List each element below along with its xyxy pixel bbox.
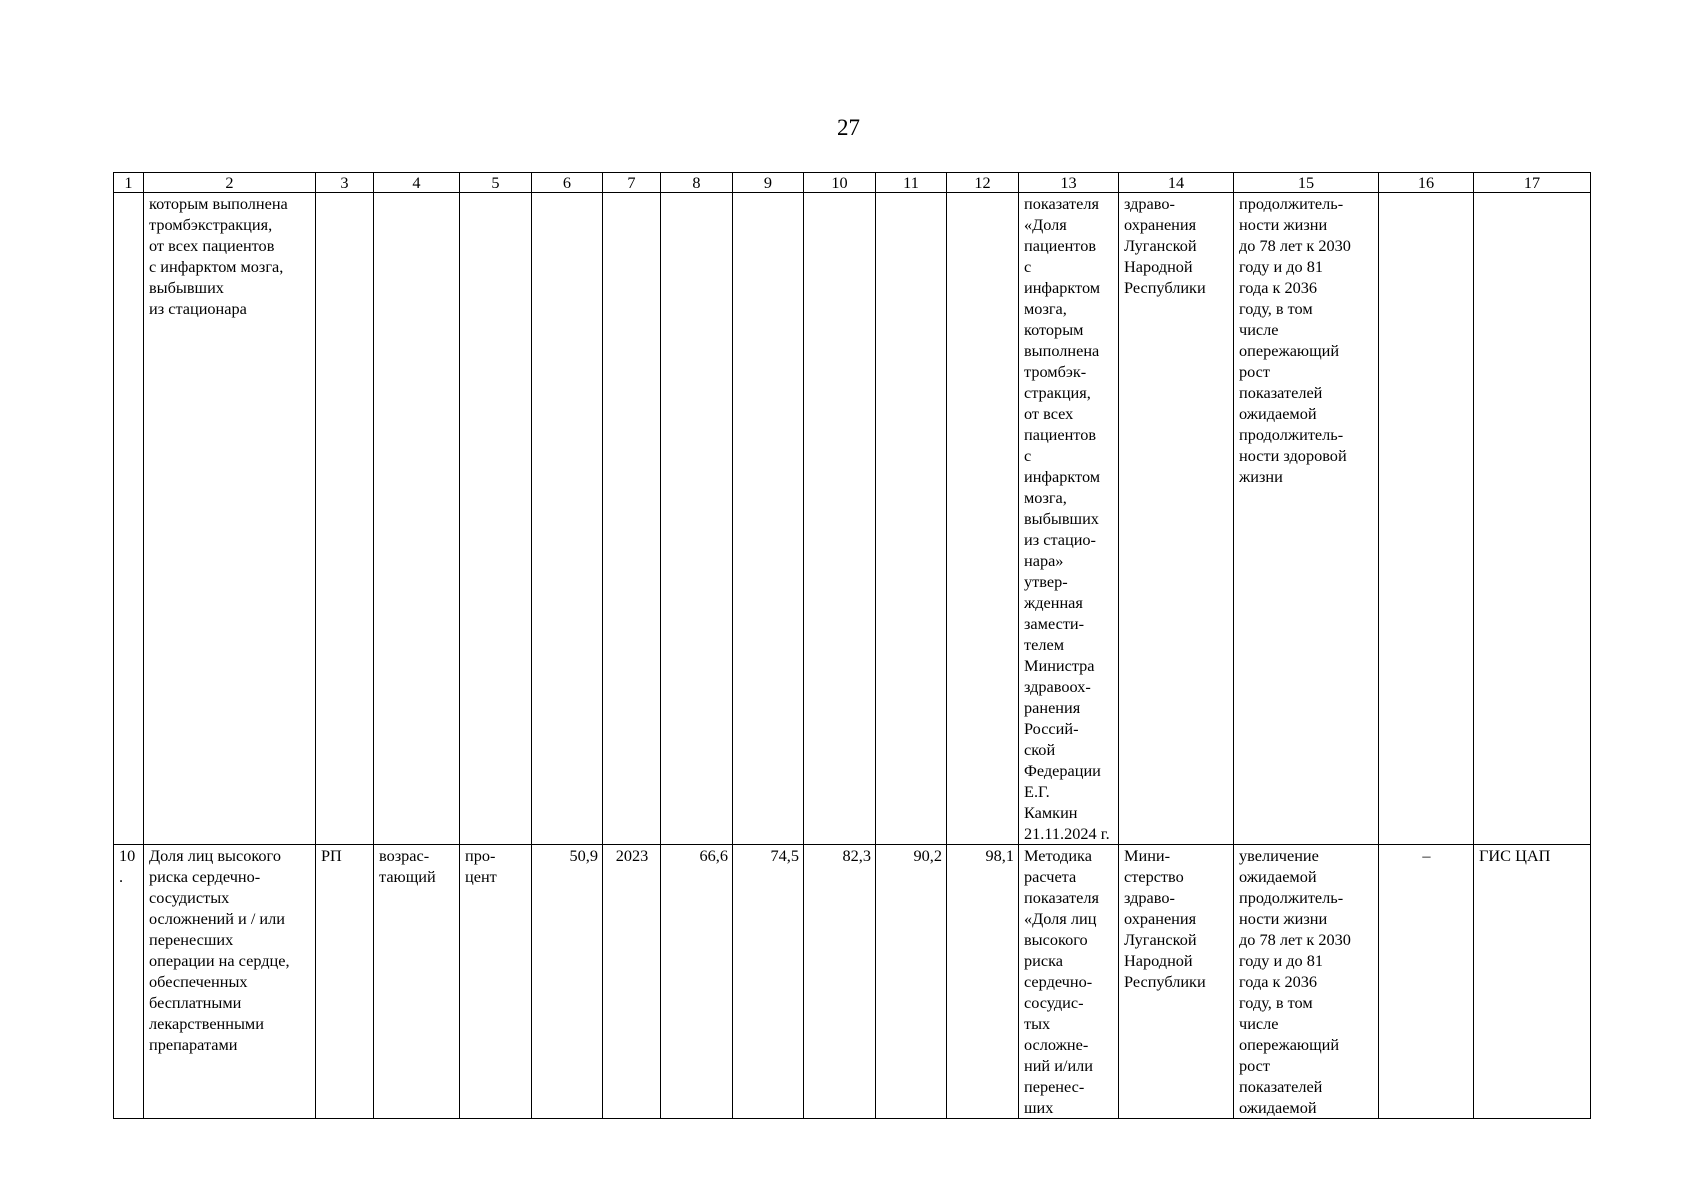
value-cell: 74,5 xyxy=(733,845,804,1119)
info-system-cell: ГИС ЦАП xyxy=(1474,845,1591,1119)
header-cell: 16 xyxy=(1379,173,1474,193)
value-cell: 66,6 xyxy=(661,845,733,1119)
header-cell: 6 xyxy=(532,173,603,193)
table-cell xyxy=(804,193,876,845)
table-row-10 xyxy=(114,845,1591,1119)
table-cell xyxy=(374,193,460,845)
methodology-cell: показателя «Доля пациентов с инфарктом мозга, которым выполнена тромбэк- стракция, от всех пациентов с инфарктом мозга, выбывших из стацио- нара» утвер- жденная замести- телем Министра здравоох- ранения Россий- ской Федерации Е.Г. Камкин 21.11.2024 г. xyxy=(1019,193,1119,845)
responsible-cell: Мини- стерство здраво- охранения Луганской Народной Республики xyxy=(1119,845,1234,1119)
trend-cell: возрас- тающий xyxy=(374,845,460,1119)
header-cell: 10 xyxy=(804,173,876,193)
base-value-cell: 50,9 xyxy=(532,845,603,1119)
row-number-cell: 10. xyxy=(114,845,144,1119)
level-cell: РП xyxy=(316,845,374,1119)
value-cell: 90,2 xyxy=(876,845,947,1119)
methodology-cell: Методика расчета показателя «Доля лиц высокого риска сердечно- сосудис- тых осложне- ний и/или перенес- ших xyxy=(1019,845,1119,1119)
header-cell: 8 xyxy=(661,173,733,193)
table-cell xyxy=(876,193,947,845)
table-cell xyxy=(460,193,532,845)
header-cell: 14 xyxy=(1119,173,1234,193)
table-cell xyxy=(1474,193,1591,845)
table-cell xyxy=(661,193,733,845)
header-cell: 12 xyxy=(947,173,1019,193)
header-cell: 17 xyxy=(1474,173,1591,193)
indicators-table xyxy=(113,172,1591,1119)
header-cell: 7 xyxy=(603,173,661,193)
value-cell: 98,1 xyxy=(947,845,1019,1119)
goal-link-cell: продолжитель- ности жизни до 78 лет к 2030 году и до 81 года к 2036 году, в том числе опережающий рост показателей ожидаемой продолжитель- ности здоровой жизни xyxy=(1234,193,1379,845)
header-cell: 13 xyxy=(1019,173,1119,193)
table-cell xyxy=(603,193,661,845)
row-number-cell xyxy=(114,193,144,845)
header-cell: 11 xyxy=(876,173,947,193)
table-cell xyxy=(947,193,1019,845)
table-cell xyxy=(532,193,603,845)
responsible-cell: здраво- охранения Луганской Народной Республики xyxy=(1119,193,1234,845)
indicator-name-cell: которым выполнена тромбэкстракция, от всех пациентов с инфарктом мозга, выбывших из стационара xyxy=(144,193,316,845)
unit-cell: про- цент xyxy=(460,845,532,1119)
base-year-cell: 2023 xyxy=(603,845,661,1119)
dash-cell: – xyxy=(1379,845,1474,1119)
header-row xyxy=(114,173,1591,193)
value-cell: 82,3 xyxy=(804,845,876,1119)
header-cell: 5 xyxy=(460,173,532,193)
indicator-name-cell: Доля лиц высокого риска сердечно- сосудистых осложнений и / или перенесших операции на сердце, обеспеченных бесплатными лекарственными препаратами xyxy=(144,845,316,1119)
header-cell: 15 xyxy=(1234,173,1379,193)
header-cell: 9 xyxy=(733,173,804,193)
table-cell xyxy=(1379,193,1474,845)
table-row-continued xyxy=(114,193,1591,845)
goal-link-cell: увеличение ожидаемой продолжитель- ности жизни до 78 лет к 2030 году и до 81 года к 2036 году, в том числе опережающий рост показателей ожидаемой xyxy=(1234,845,1379,1119)
table-cell xyxy=(316,193,374,845)
header-cell: 3 xyxy=(316,173,374,193)
header-cell: 4 xyxy=(374,173,460,193)
header-cell: 2 xyxy=(144,173,316,193)
table-cell xyxy=(733,193,804,845)
header-cell: 1 xyxy=(114,173,144,193)
page-number: 27 xyxy=(837,115,860,140)
